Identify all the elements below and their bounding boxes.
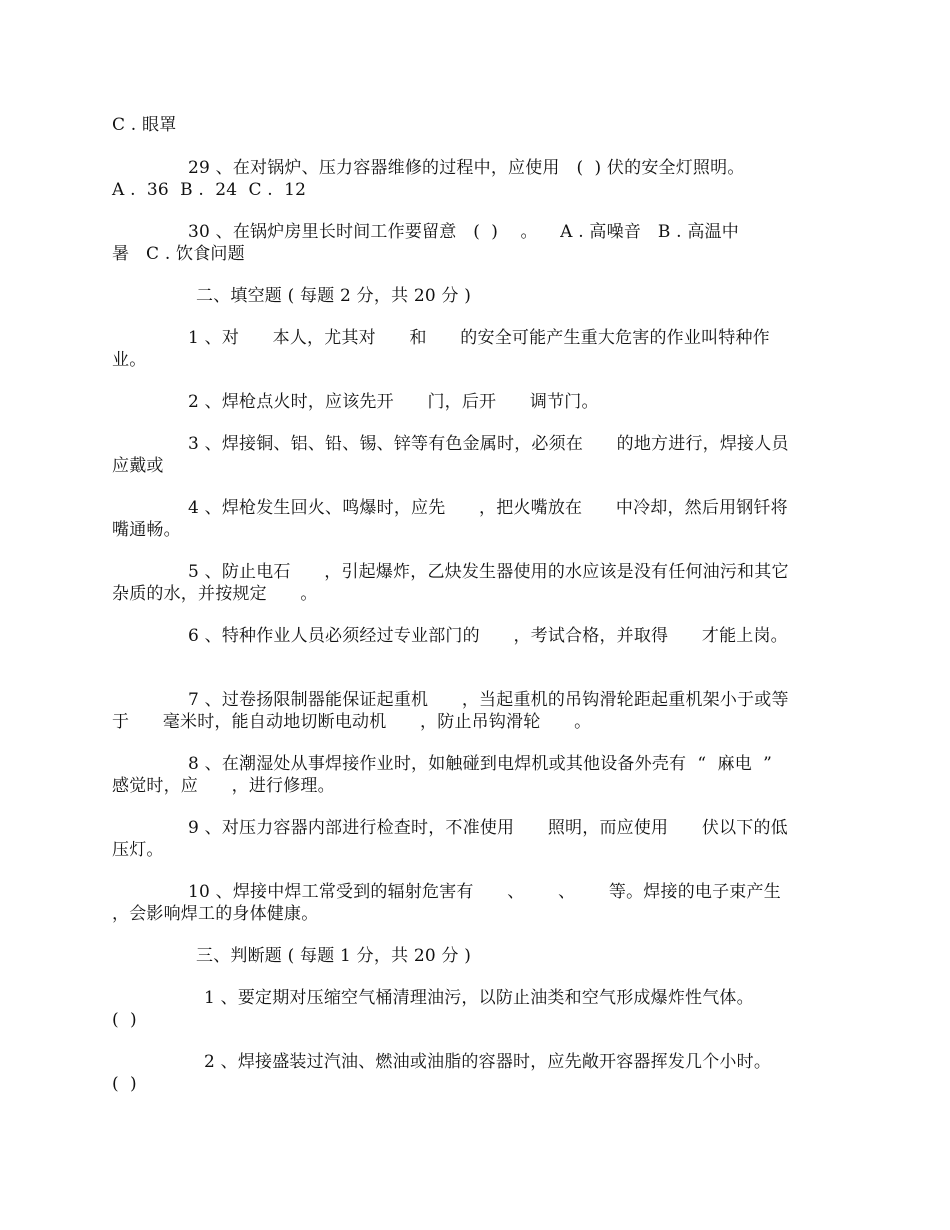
section-heading-true-false: 三、判断题 ( 每题 1 分，共 20 分 ) <box>196 946 472 966</box>
fill-item-9-continuation: 压灯。 <box>112 840 164 860</box>
answer-option-line: C . 眼罩 <box>112 115 177 135</box>
fill-item-7: 7 、过卷扬限制器能保证起重机 ，当起重机的吊钩滑轮距起重机架小于或等 <box>188 690 789 710</box>
fill-item-4-continuation: 嘴通畅。 <box>112 520 181 540</box>
fill-item-1-continuation: 业。 <box>112 350 147 370</box>
question-30-line: 30 、在锅炉房里长时间工作要留意 ( ) 。 A . 高噪音 B . 高温中 <box>188 222 739 242</box>
fill-item-4: 4 、焊枪发生回火、鸣爆时，应先 ，把火嘴放在 中冷却，然后用钢钎将 <box>188 498 788 518</box>
judge-item-2-answer-blank: ( ) <box>112 1074 137 1094</box>
fill-item-5-continuation: 杂质的水，并按规定 。 <box>112 584 318 604</box>
fill-item-6: 6 、特种作业人员必须经过专业部门的 ，考试合格，并取得 才能上岗。 <box>188 626 788 646</box>
fill-item-10: 10 、焊接中焊工常受到的辐射危害有 、 、 等。焊接的电子束产生 <box>188 882 781 902</box>
fill-item-3-continuation: 应戴或 <box>112 456 164 476</box>
fill-item-8-continuation: 感觉时，应 ，进行修理。 <box>112 776 335 796</box>
judge-item-2: 2 、焊接盛装过汽油、燃油或油脂的容器时，应先敞开容器挥发几个小时。 <box>204 1052 772 1072</box>
question-30-continuation: 暑 C . 饮食问题 <box>112 244 245 264</box>
fill-item-3: 3 、焊接铜、铝、铅、锡、锌等有色金属时，必须在 的地方进行，焊接人员 <box>188 434 789 454</box>
fill-item-2: 2 、焊枪点火时，应该先开 门，后开 调节门。 <box>188 392 599 412</box>
judge-item-1-answer-blank: ( ) <box>112 1010 137 1030</box>
fill-item-9: 9 、对压力容器内部进行检查时，不准使用 照明，而应使用 伏以下的低 <box>188 818 788 838</box>
judge-item-1: 1 、要定期对压缩空气桶清理油污，以防止油类和空气形成爆炸性气体。 <box>204 988 754 1008</box>
fill-item-7-continuation: 于 毫米时，能自动地切断电动机 ，防止吊钩滑轮 。 <box>112 712 592 732</box>
fill-item-10-continuation: ，会影响焊工的身体健康。 <box>112 904 319 924</box>
section-heading-fill-in: 二、填空题 ( 每题 2 分，共 20 分 ) <box>196 286 472 306</box>
fill-item-8: 8 、在潮湿处从事焊接作业时，如触碰到电焊机或其他设备外壳有 “ 麻电 ” <box>188 754 773 774</box>
question-29-line: 29 、在对锅炉、压力容器维修的过程中，应使用 ( ) 伏的安全灯照明。 <box>188 158 745 178</box>
question-29-options: A . 36 B . 24 C . 12 <box>112 180 307 200</box>
fill-item-1: 1 、对 本人，尤其对 和 的安全可能产生重大危害的作业叫特种作 <box>188 328 770 348</box>
fill-item-5: 5 、防止电石 ，引起爆炸，乙炔发生器使用的水应该是没有任何油污和其它 <box>188 562 789 582</box>
